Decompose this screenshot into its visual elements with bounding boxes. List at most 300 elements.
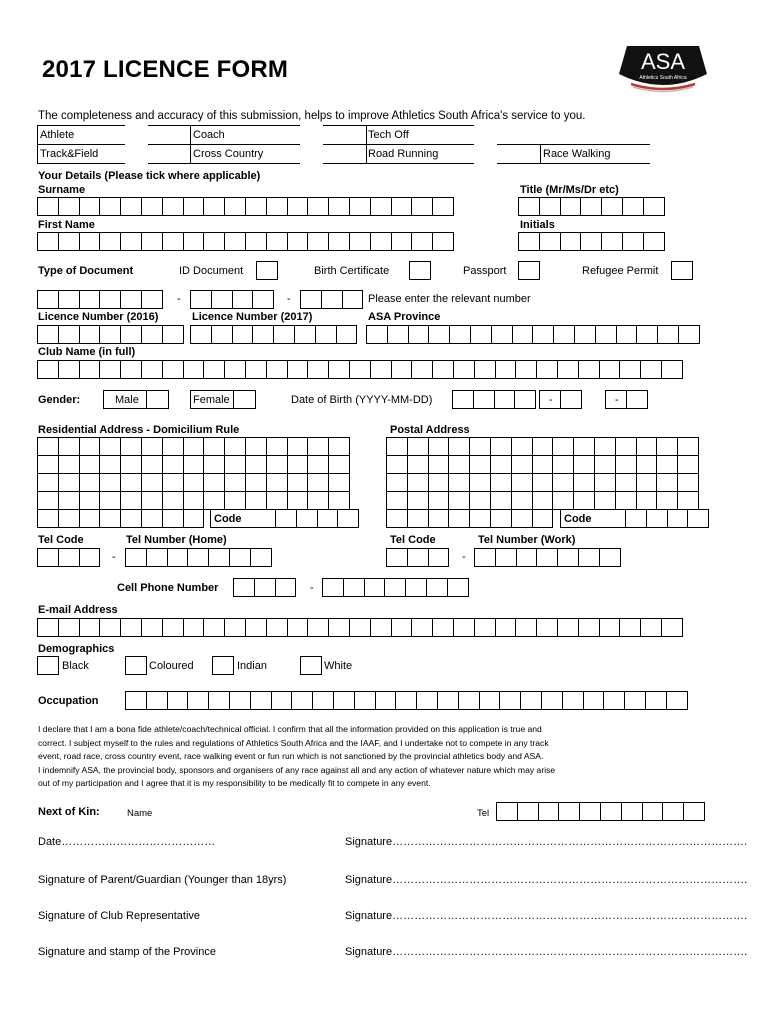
box-cell[interactable]: [643, 232, 665, 251]
title-field[interactable]: [518, 197, 664, 216]
doc-birth-checkbox[interactable]: [409, 261, 431, 280]
box-cell[interactable]: [120, 232, 142, 251]
box-cell[interactable]: [342, 290, 364, 309]
box-cell[interactable]: [245, 360, 267, 379]
box-cell[interactable]: [636, 491, 658, 510]
box-cell[interactable]: [579, 802, 601, 821]
box-cell[interactable]: [183, 197, 205, 216]
box-cell[interactable]: [99, 509, 121, 528]
box-cell[interactable]: [203, 197, 225, 216]
box-cell[interactable]: [37, 232, 59, 251]
box-cell[interactable]: [120, 473, 142, 492]
box-cell[interactable]: [469, 437, 491, 456]
box-cell[interactable]: [162, 325, 184, 344]
licence-2017-field[interactable]: [190, 325, 356, 344]
box-cell[interactable]: [474, 360, 496, 379]
postal-line-2[interactable]: [386, 455, 698, 474]
box-cell[interactable]: [479, 691, 501, 710]
tech-off-checkbox[interactable]: [474, 125, 497, 145]
road-running-checkbox[interactable]: [474, 144, 497, 164]
box-cell[interactable]: [552, 455, 574, 474]
box-cell[interactable]: [349, 360, 371, 379]
box-cell[interactable]: [600, 802, 622, 821]
box-cell[interactable]: [453, 618, 475, 637]
box-cell[interactable]: [558, 802, 580, 821]
box-cell[interactable]: [656, 455, 678, 474]
box-cell[interactable]: [532, 455, 554, 474]
box-cell[interactable]: [266, 491, 288, 510]
dob-month-field[interactable]: [539, 390, 581, 409]
box-cell[interactable]: [640, 360, 662, 379]
box-cell[interactable]: [245, 455, 267, 474]
box-cell[interactable]: [328, 473, 350, 492]
box-cell[interactable]: [58, 473, 80, 492]
box-cell[interactable]: [245, 437, 267, 456]
residential-line-1[interactable]: [37, 437, 349, 456]
box-cell[interactable]: [328, 437, 350, 456]
box-cell[interactable]: [520, 691, 542, 710]
postal-line-3[interactable]: [386, 473, 698, 492]
box-cell[interactable]: [307, 232, 329, 251]
box-cell[interactable]: [141, 360, 163, 379]
box-cell[interactable]: [594, 455, 616, 474]
doc-id-checkbox[interactable]: [256, 261, 278, 280]
box-cell[interactable]: [683, 802, 705, 821]
box-cell[interactable]: [573, 455, 595, 474]
box-cell[interactable]: [37, 437, 59, 456]
box-cell[interactable]: [37, 473, 59, 492]
box-cell[interactable]: [307, 437, 329, 456]
box-cell[interactable]: [370, 232, 392, 251]
box-cell[interactable]: [428, 491, 450, 510]
box-cell[interactable]: [307, 473, 329, 492]
box-cell[interactable]: [58, 197, 80, 216]
box-cell[interactable]: [474, 548, 496, 567]
box-cell[interactable]: [375, 691, 397, 710]
box-cell[interactable]: [642, 802, 664, 821]
box-cell[interactable]: [428, 473, 450, 492]
box-cell[interactable]: [386, 455, 408, 474]
box-cell[interactable]: [307, 618, 329, 637]
box-cell[interactable]: [328, 491, 350, 510]
box-cell[interactable]: [495, 618, 517, 637]
box-cell[interactable]: [432, 618, 454, 637]
box-cell[interactable]: [187, 548, 209, 567]
box-cell[interactable]: [203, 473, 225, 492]
box-cell[interactable]: [619, 618, 641, 637]
box-cell[interactable]: [448, 509, 470, 528]
box-cell[interactable]: [37, 325, 59, 344]
signature-line-applicant[interactable]: Signature…………………………………………………………………………………….: [345, 836, 748, 848]
box-cell[interactable]: [594, 491, 616, 510]
box-cell[interactable]: [266, 618, 288, 637]
box-cell[interactable]: [245, 232, 267, 251]
box-cell[interactable]: [99, 325, 121, 344]
box-cell[interactable]: [470, 325, 492, 344]
box-cell[interactable]: [594, 437, 616, 456]
box-cell[interactable]: [432, 197, 454, 216]
demo-coloured-checkbox[interactable]: [125, 656, 147, 675]
box-cell[interactable]: [599, 618, 621, 637]
box-cell[interactable]: [294, 325, 316, 344]
box-cell[interactable]: [203, 360, 225, 379]
box-cell[interactable]: [273, 325, 295, 344]
doc-refugee-checkbox[interactable]: [671, 261, 693, 280]
box-cell[interactable]: [536, 618, 558, 637]
residential-line-3[interactable]: [37, 473, 349, 492]
box-cell[interactable]: [490, 473, 512, 492]
box-cell[interactable]: [539, 197, 561, 216]
box-cell[interactable]: [224, 491, 246, 510]
track-field-checkbox[interactable]: [125, 144, 148, 164]
box-cell[interactable]: [245, 618, 267, 637]
box-cell[interactable]: [386, 509, 408, 528]
box-cell[interactable]: [645, 691, 667, 710]
box-cell[interactable]: [453, 360, 475, 379]
box-cell[interactable]: [515, 360, 537, 379]
box-cell[interactable]: [252, 325, 274, 344]
box-cell[interactable]: [58, 548, 80, 567]
box-cell[interactable]: [79, 290, 101, 309]
box-cell[interactable]: [141, 290, 163, 309]
box-cell[interactable]: [266, 473, 288, 492]
box-cell[interactable]: [573, 491, 595, 510]
box-cell[interactable]: [37, 548, 59, 567]
box-cell[interactable]: [601, 232, 623, 251]
box-cell[interactable]: [229, 691, 251, 710]
box-cell[interactable]: [183, 455, 205, 474]
box-cell[interactable]: [307, 197, 329, 216]
dob-year-field[interactable]: [452, 390, 535, 409]
box-cell[interactable]: [141, 473, 163, 492]
box-cell[interactable]: [120, 491, 142, 510]
residential-line-5-left[interactable]: [37, 509, 203, 528]
box-cell[interactable]: [120, 290, 142, 309]
box-cell[interactable]: [99, 437, 121, 456]
surname-field[interactable]: [37, 197, 453, 216]
box-cell[interactable]: [307, 491, 329, 510]
box-cell[interactable]: [532, 325, 554, 344]
box-cell[interactable]: [677, 455, 699, 474]
box-cell[interactable]: [229, 548, 251, 567]
box-cell[interactable]: [141, 325, 163, 344]
box-cell[interactable]: [183, 437, 205, 456]
box-cell[interactable]: [474, 618, 496, 637]
box-cell[interactable]: [578, 360, 600, 379]
box-cell[interactable]: [328, 618, 350, 637]
box-cell[interactable]: [677, 491, 699, 510]
box-cell[interactable]: [517, 802, 539, 821]
box-cell[interactable]: [687, 509, 709, 528]
box-cell[interactable]: [469, 509, 491, 528]
doc-number-part3[interactable]: [300, 290, 362, 309]
first-name-field[interactable]: [37, 232, 453, 251]
box-cell[interactable]: [99, 455, 121, 474]
box-cell[interactable]: [656, 437, 678, 456]
box-cell[interactable]: [562, 691, 584, 710]
box-cell[interactable]: [511, 455, 533, 474]
box-cell[interactable]: [328, 455, 350, 474]
gender-female-checkbox[interactable]: [233, 390, 256, 409]
box-cell[interactable]: [677, 473, 699, 492]
box-cell[interactable]: [428, 437, 450, 456]
box-cell[interactable]: [58, 618, 80, 637]
box-cell[interactable]: [37, 197, 59, 216]
box-cell[interactable]: [386, 437, 408, 456]
box-cell[interactable]: [224, 455, 246, 474]
box-cell[interactable]: [79, 325, 101, 344]
box-cell[interactable]: [448, 455, 470, 474]
box-cell[interactable]: [125, 691, 147, 710]
box-cell[interactable]: [499, 691, 521, 710]
box-cell[interactable]: [407, 509, 429, 528]
box-cell[interactable]: [661, 618, 683, 637]
box-cell[interactable]: [211, 290, 233, 309]
box-cell[interactable]: [560, 232, 582, 251]
box-cell[interactable]: [287, 232, 309, 251]
box-cell[interactable]: [58, 455, 80, 474]
box-cell[interactable]: [395, 691, 417, 710]
box-cell[interactable]: [190, 325, 212, 344]
box-cell[interactable]: [79, 548, 101, 567]
box-cell[interactable]: [514, 390, 536, 409]
box-cell[interactable]: [432, 232, 454, 251]
box-cell[interactable]: [162, 360, 184, 379]
tel-code-work-field[interactable]: [386, 548, 448, 567]
box-cell[interactable]: [354, 691, 376, 710]
box-cell[interactable]: [625, 509, 647, 528]
box-cell[interactable]: [677, 437, 699, 456]
box-cell[interactable]: [661, 360, 683, 379]
box-cell[interactable]: [667, 509, 689, 528]
box-cell[interactable]: [615, 455, 637, 474]
box-cell[interactable]: [275, 509, 297, 528]
box-cell[interactable]: [296, 509, 318, 528]
box-cell[interactable]: [224, 437, 246, 456]
box-cell[interactable]: [250, 548, 272, 567]
box-cell[interactable]: [599, 548, 621, 567]
box-cell[interactable]: [411, 197, 433, 216]
box-cell[interactable]: [224, 197, 246, 216]
box-cell[interactable]: [532, 509, 554, 528]
box-cell[interactable]: [315, 325, 337, 344]
box-cell[interactable]: [387, 325, 409, 344]
box-cell[interactable]: [336, 325, 358, 344]
box-cell[interactable]: [224, 232, 246, 251]
box-cell[interactable]: [58, 232, 80, 251]
box-cell[interactable]: [183, 509, 205, 528]
box-cell[interactable]: [349, 197, 371, 216]
box-cell[interactable]: [99, 618, 121, 637]
box-cell[interactable]: [183, 473, 205, 492]
box-cell[interactable]: [245, 491, 267, 510]
box-cell[interactable]: [366, 325, 388, 344]
box-cell[interactable]: [384, 578, 406, 597]
box-cell[interactable]: [518, 232, 540, 251]
occupation-field[interactable]: [125, 691, 687, 710]
box-cell[interactable]: [490, 437, 512, 456]
box-cell[interactable]: [553, 325, 575, 344]
box-cell[interactable]: [580, 197, 602, 216]
box-cell[interactable]: [99, 290, 121, 309]
box-cell[interactable]: [515, 618, 537, 637]
box-cell[interactable]: [141, 618, 163, 637]
box-cell[interactable]: [37, 509, 59, 528]
box-cell[interactable]: [37, 290, 59, 309]
residential-line-2[interactable]: [37, 455, 349, 474]
box-cell[interactable]: [266, 455, 288, 474]
box-cell[interactable]: [583, 691, 605, 710]
residential-code-field[interactable]: [275, 509, 358, 528]
box-cell[interactable]: [448, 437, 470, 456]
box-cell[interactable]: [391, 618, 413, 637]
box-cell[interactable]: [271, 691, 293, 710]
box-cell[interactable]: [287, 360, 309, 379]
box-cell[interactable]: [364, 578, 386, 597]
box-cell[interactable]: [190, 290, 212, 309]
demo-indian-checkbox[interactable]: [212, 656, 234, 675]
box-cell[interactable]: [224, 618, 246, 637]
box-cell[interactable]: [79, 473, 101, 492]
box-cell[interactable]: [146, 548, 168, 567]
box-cell[interactable]: [426, 578, 448, 597]
box-cell[interactable]: [99, 473, 121, 492]
demo-white-checkbox[interactable]: [300, 656, 322, 675]
box-cell[interactable]: [573, 437, 595, 456]
box-cell[interactable]: [656, 473, 678, 492]
box-cell[interactable]: [287, 618, 309, 637]
box-cell[interactable]: [386, 491, 408, 510]
box-cell[interactable]: [203, 491, 225, 510]
box-cell[interactable]: [557, 548, 579, 567]
doc-passport-checkbox[interactable]: [518, 261, 540, 280]
box-cell[interactable]: [416, 691, 438, 710]
gender-male-checkbox[interactable]: [146, 390, 169, 409]
residential-line-4[interactable]: [37, 491, 349, 510]
box-cell[interactable]: [37, 618, 59, 637]
box-cell[interactable]: [595, 325, 617, 344]
postal-line-4[interactable]: [386, 491, 698, 510]
box-cell[interactable]: [167, 548, 189, 567]
box-cell[interactable]: [162, 455, 184, 474]
box-cell[interactable]: [615, 437, 637, 456]
box-cell[interactable]: [494, 390, 516, 409]
box-cell[interactable]: [79, 509, 101, 528]
box-cell[interactable]: [411, 232, 433, 251]
box-cell[interactable]: [183, 232, 205, 251]
box-cell[interactable]: [391, 232, 413, 251]
box-cell[interactable]: [391, 360, 413, 379]
box-cell[interactable]: [640, 618, 662, 637]
box-cell[interactable]: [490, 509, 512, 528]
box-cell[interactable]: [615, 473, 637, 492]
province-field[interactable]: [366, 325, 699, 344]
box-cell[interactable]: [615, 491, 637, 510]
box-cell[interactable]: [532, 491, 554, 510]
box-cell[interactable]: [496, 802, 518, 821]
tel-home-field[interactable]: [125, 548, 271, 567]
box-cell[interactable]: [428, 455, 450, 474]
box-cell[interactable]: [538, 802, 560, 821]
cross-country-checkbox[interactable]: [300, 144, 323, 164]
box-cell[interactable]: [532, 437, 554, 456]
box-cell[interactable]: [187, 691, 209, 710]
doc-number-part2[interactable]: [190, 290, 273, 309]
box-cell[interactable]: [287, 455, 309, 474]
box-cell[interactable]: [203, 618, 225, 637]
box-cell[interactable]: [386, 473, 408, 492]
licence-2016-field[interactable]: [37, 325, 183, 344]
box-cell[interactable]: [518, 197, 540, 216]
box-cell[interactable]: [599, 360, 621, 379]
box-cell[interactable]: [573, 473, 595, 492]
demo-black-checkbox[interactable]: [37, 656, 59, 675]
box-cell[interactable]: [622, 232, 644, 251]
box-cell[interactable]: [624, 691, 646, 710]
coach-checkbox[interactable]: [300, 125, 323, 145]
box-cell[interactable]: [99, 491, 121, 510]
box-cell[interactable]: [574, 325, 596, 344]
box-cell[interactable]: [578, 548, 600, 567]
box-cell[interactable]: [125, 548, 147, 567]
box-cell[interactable]: [162, 473, 184, 492]
box-cell[interactable]: [666, 691, 688, 710]
box-cell[interactable]: [386, 548, 408, 567]
box-cell[interactable]: [428, 325, 450, 344]
postal-code-field[interactable]: [625, 509, 708, 528]
box-cell[interactable]: [250, 691, 272, 710]
box-cell[interactable]: [511, 509, 533, 528]
box-cell[interactable]: [162, 197, 184, 216]
signature-line-club-rep[interactable]: Signature…………………………………………………………………………………….: [345, 910, 748, 922]
box-cell[interactable]: [370, 197, 392, 216]
box-cell[interactable]: [58, 509, 80, 528]
box-cell[interactable]: [405, 578, 427, 597]
box-cell[interactable]: [141, 455, 163, 474]
box-cell[interactable]: [616, 325, 638, 344]
athlete-checkbox[interactable]: [125, 125, 148, 145]
box-cell[interactable]: [79, 360, 101, 379]
box-cell[interactable]: [428, 509, 450, 528]
box-cell[interactable]: [656, 491, 678, 510]
box-cell[interactable]: [541, 691, 563, 710]
box-cell[interactable]: [407, 491, 429, 510]
box-cell[interactable]: [266, 437, 288, 456]
box-cell[interactable]: [621, 802, 643, 821]
signature-line-parent[interactable]: Signature…………………………………………………………………………………….: [345, 874, 748, 886]
postal-line-5-left[interactable]: [386, 509, 552, 528]
box-cell[interactable]: [349, 618, 371, 637]
box-cell[interactable]: [120, 509, 142, 528]
box-cell[interactable]: [266, 360, 288, 379]
box-cell[interactable]: [516, 548, 538, 567]
box-cell[interactable]: [141, 197, 163, 216]
box-cell[interactable]: [99, 360, 121, 379]
box-cell[interactable]: [287, 437, 309, 456]
box-cell[interactable]: [678, 325, 700, 344]
box-cell[interactable]: [58, 437, 80, 456]
box-cell[interactable]: [657, 325, 679, 344]
box-cell[interactable]: [208, 691, 230, 710]
box-cell[interactable]: [162, 618, 184, 637]
box-cell[interactable]: [469, 491, 491, 510]
box-cell[interactable]: [636, 455, 658, 474]
box-cell[interactable]: [619, 360, 641, 379]
box-cell[interactable]: [275, 578, 297, 597]
box-cell[interactable]: [448, 473, 470, 492]
box-cell[interactable]: [437, 691, 459, 710]
box-cell[interactable]: [307, 360, 329, 379]
